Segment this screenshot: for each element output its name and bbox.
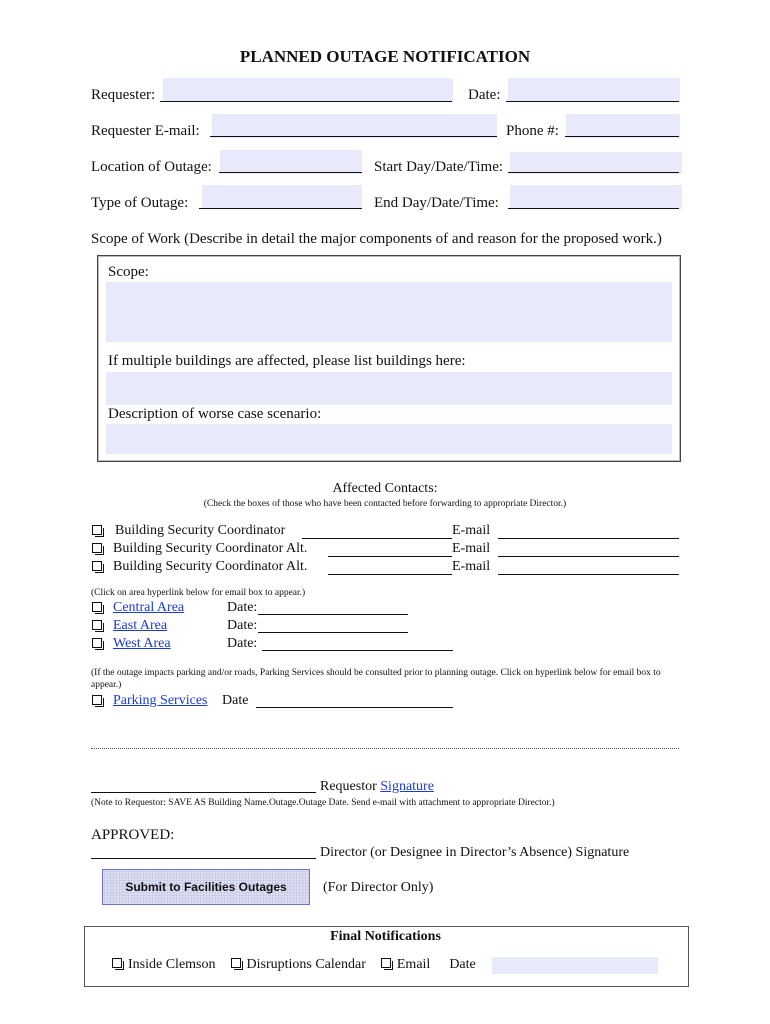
requester-field[interactable] [163,78,453,102]
location-underline [219,172,362,173]
inside-clemson-checkbox[interactable] [112,958,122,968]
contact-checkbox[interactable] [92,525,102,535]
requestor-label [320,778,434,795]
parking-note: (If the outage impacts parking and/or roads, Parking Services should be consulted prior to planning outage. Click on hyperlink below for email box to appear.) [91,668,661,690]
submit-button[interactable]: Submit to Facilities Outages [102,869,310,905]
final-date-field[interactable] [492,957,658,974]
area-date-line[interactable] [262,650,453,651]
signature-link[interactable]: Signature [380,779,434,794]
scope-heading: Scope of Work (Describe in detail the major components of and reason for the proposed work.) [91,231,662,247]
inside-clemson-option[interactable] [112,957,216,972]
email-checkbox[interactable] [381,958,391,968]
type-field[interactable] [202,185,362,209]
requester-underline [160,101,452,102]
requester-email-underline [210,136,497,137]
contact-email-line[interactable] [498,556,679,557]
phone-field[interactable] [566,114,680,138]
contacts-heading: Affected Contacts: [332,481,438,496]
worst-case-label: Description of worse case scenario: [108,406,322,422]
date-field[interactable] [508,78,680,102]
director-label: Director (or Designee in Director’s Absence) Signature [320,845,630,860]
contact-label: Building Security Coordinator Alt. [113,559,308,574]
area-date-label: Date: [227,600,258,615]
dotted-separator [91,748,679,749]
end-underline [508,208,679,209]
disruptions-calendar-checkbox[interactable] [231,958,241,968]
buildings-label: If multiple buildings are affected, please list buildings here: [108,353,466,369]
contact-email-label: E-mail [452,523,491,538]
area-date-label: Date: [227,618,258,633]
east-area-link[interactable]: East Area [113,618,168,633]
type-underline [199,208,362,209]
requestor-text: Requestor [320,779,377,794]
contact-name-line[interactable] [328,556,452,557]
parking-date-label: Date [222,693,249,708]
location-label: Location of Outage: [91,159,212,175]
director-only-label: (For Director Only) [323,880,434,895]
contact-checkbox[interactable] [92,561,102,571]
contact-label: Building Security Coordinator Alt. [113,541,308,556]
requester-label: Requester: [91,87,156,103]
areas-note: (Click on area hyperlink below for email box to appear.) [91,588,306,598]
contact-label: Building Security Coordinator [115,523,286,538]
contacts-note: (Check the boxes of those who have been contacted before forwarding to appropriate Director.) [203,499,567,509]
phone-underline [565,136,679,137]
email-label: Email [396,957,431,972]
approved-label: APPROVED: [91,827,175,843]
central-area-link[interactable]: Central Area [113,600,185,615]
contact-name-line[interactable] [302,538,452,539]
parking-date-line[interactable] [256,707,453,708]
contact-email-line[interactable] [498,574,679,575]
date-underline [506,101,679,102]
contact-email-label: E-mail [452,541,491,556]
date-label: Date: [468,87,501,103]
contact-email-label: E-mail [452,559,491,574]
final-heading: Final Notifications [330,929,441,944]
final-date-label: Date [449,957,476,972]
buildings-field[interactable] [106,372,672,405]
start-field[interactable] [510,152,682,174]
type-label: Type of Outage: [91,195,189,211]
requestor-signature-line[interactable] [91,792,316,793]
scope-field[interactable] [106,282,672,342]
area-checkbox[interactable] [92,620,102,630]
location-field[interactable] [220,150,362,174]
west-area-link[interactable]: West Area [113,636,171,651]
area-date-line[interactable] [258,614,408,615]
contact-email-line[interactable] [498,538,679,539]
disruptions-calendar-label: Disruptions Calendar [246,957,366,972]
end-label: End Day/Date/Time: [374,195,499,211]
requester-email-field[interactable] [212,114,497,138]
parking-checkbox[interactable] [92,695,102,705]
start-label: Start Day/Date/Time: [374,159,504,175]
email-option[interactable] [381,957,430,972]
area-checkbox[interactable] [92,638,102,648]
page-title: PLANNED OUTAGE NOTIFICATION [239,47,531,66]
disruptions-calendar-option[interactable] [231,957,366,972]
director-signature-line[interactable] [91,858,316,859]
end-field[interactable] [510,185,682,209]
contact-checkbox[interactable] [92,543,102,553]
area-checkbox[interactable] [92,602,102,612]
start-underline [508,172,679,173]
scope-label: Scope: [108,264,149,280]
area-date-label: Date: [227,636,258,651]
phone-label: Phone #: [506,123,559,139]
contact-name-line[interactable] [328,574,452,575]
inside-clemson-label: Inside Clemson [128,957,216,972]
requester-email-label: Requester E-mail: [91,123,200,139]
worst-case-field[interactable] [106,424,672,454]
area-date-line[interactable] [258,632,408,633]
signature-note: (Note to Requestor: SAVE AS Building Name.Outage.Outage Date. Send e-mail with attachment to appropriate Director.) [91,798,555,808]
parking-services-link[interactable]: Parking Services [113,693,208,708]
final-options [112,956,476,973]
